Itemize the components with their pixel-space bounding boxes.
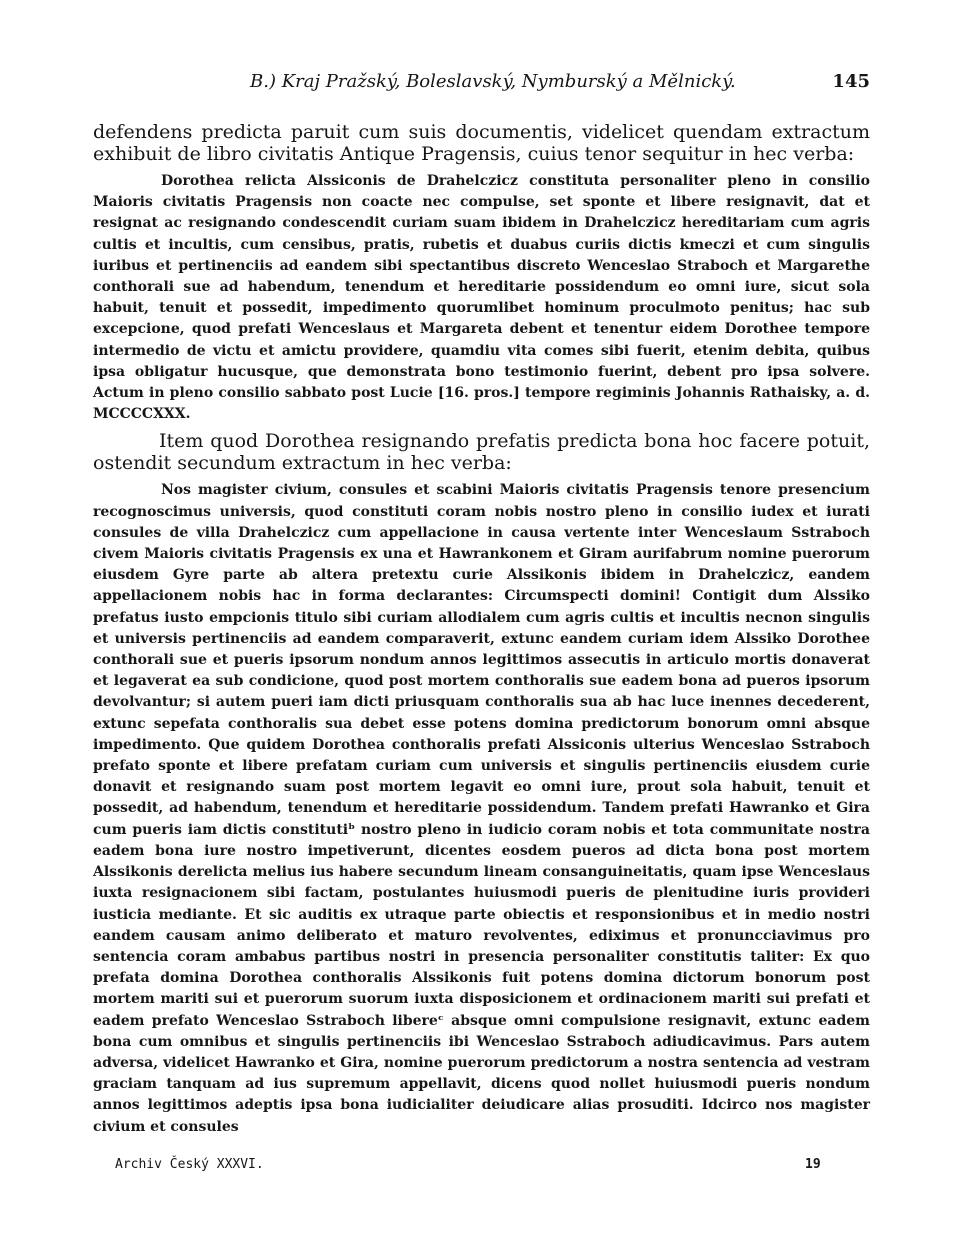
page-number: 145: [832, 71, 870, 92]
running-title: B.) Kraj Pražský, Boleslavský, Nymburský a Mělnický.: [250, 71, 736, 92]
sheet-signature-number: 19: [805, 1157, 821, 1172]
document-page: [93, 68, 870, 1172]
quoted-document-1: Dorothea relicta Alssiconis de Drahelczicz constituta personaliter pleno in consilio Maioris civitatis Pragensis non coacte nec compulse, set sponte et libere resignavit, dat et resignat ac resignando condescendit curiam suam ibidem in Drahelczicz hereditariam cum agris cultis et incultis, cum censibus, pratis, rubetis et duabus curiis dictis kmeczi et cum singulis iuribus et pertinenciis ad eandem sibi spectantibus discreto Wenceslao Straboch et Margarethe conthorali sue ad habendum, tenendum et hereditarie possidendum eo omni iure, sicut sola habuit, tenuit et possedit, impedimento quorumlibet hominum proculmoto penitus; hac sub excepcione, quod prefati Wenceslaus et Margareta debent et tenentur eidem Dorothee tempore intermedio de victu et amictu providere, quamdiu vita comes sibi fuerit, etenim debita, quibus ipsa obligatur hucusque, que demonstrata bono testimonio fuerint, debent pro ipsa solvere. Actum in pleno consilio sabbato post Lucie [16. pros.] tempore regiminis Johannis Rathaisky, a. d. MCCCCXXX.: [93, 173, 870, 423]
page-footer: [93, 1157, 870, 1177]
item-paragraph: Item quod Dorothea resignando prefatis predicta bona hoc facere potuit, ostendit secundum extractum in hec verba:: [93, 430, 870, 474]
quoted-document-2: Nos magister civium, consules et scabini Maioris civitatis Pragensis tenore presencium recognoscimus universis, quod constituti coram nobis nostro pleno in consilio iudex et iurati consules de villa Drahelczicz cum appellacione in causa vertente inter Wenceslaum Sstraboch civem Maioris civitatis Pragensis ex una et Hawrankonem et Giram aurifabrum nomine puerorum eiusdem Gyre parte ab altera pretextu curie Alssikonis ibidem in Drahelczicz, eandem appellacionem nobis hac in forma declarantes: Circumspecti domini! Contigit dum Alssiko prefatus iusto empcionis titulo sibi curiam allodialem cum agris cultis et incultis necnon singulis et universis pertinenciis ad eandem comparaverit, extunc eandem curiam idem Alssiko Dorothee conthorali sue et pueris ipsorum nondum annos legittimos assecutis in articulo mortis donaverat et legaverat ea sub condicione, quod post mortem conthoralis sue eadem bona ad pueros ipsorum devolvantur; si autem pueri iam dicti priusquam conthoralis sua ab hac luce inennes decederent, extunc sepefata conthoralis sua debet esse potens domina predictorum bonorum omni absque impedimento. Que quidem Dorothea conthoralis prefati Alssiconis ulterius Wenceslao Sstraboch prefato sponte et libere prefatam curiam cum universis et singulis pertinenciis eiusdem curie donavit et resignando suam post mortem legavit eo omni iure, prout sola habuit, tenuit et possedit, ad habendum, tenendum et hereditarie possidendum. Tandem prefati Hawranko et Gira cum pueris iam dictis constitutiᵇ nostro pleno in iudicio coram nobis et tota communitate nostra eadem bona iure nostro impetiverunt, dicentes eosdem pueros ad dicta bona post mortem Alssikonis derelicta melius ius habere secundum lineam consanguineitatis, quam ipse Wenceslaus iuxta resignacionem sibi factam, postulantes huiusmodi pueris de plenitudine iuris provideri iusticia mediante. Et sic auditis ex utraque parte obiectis et responsionibus et in medio nostri eandem causam animo deliberato et maturo revolventes, ediximus et pronuncciavimus pro sentencia coram ambabus partibus nostri in presencia personaliter constitutis taliter: Ex quo prefata domina Dorothea conthoralis Alssikonis fuit potens domina dictorum bonorum post mortem mariti sui et puerorum suorum iuxta disposicionem et ordinacionem mariti sui prefati et eadem prefato Wenceslao Sstraboch libereᶜ absque omni compulsione resignavit, extunc eadem bona cum omnibus et singulis pertinenciis ibi Wenceslao Sstraboch adiudicavimus. Pars autem adversa, videlicet Hawranko et Gira, nomine puerorum predictorum a nostra sentencia ad vestram graciam tanquam ad ius supremum appellavit, dicens quod nollet huiusmodi pueris nondum annos legittimos adeptis ipsa bona iudicialiter deiudicare alias prosuditi. Idcirco nos magister civium et consules: [93, 482, 870, 1135]
volume-signature: Archiv Český XXXVI.: [115, 1157, 264, 1172]
intro-paragraph: defendens predicta paruit cum suis documentis, videlicet quendam extractum exhibuit de libro civitatis Antique Pragensis, cuius tenor sequitur in hec verba:: [93, 121, 870, 165]
running-header: [93, 68, 870, 96]
